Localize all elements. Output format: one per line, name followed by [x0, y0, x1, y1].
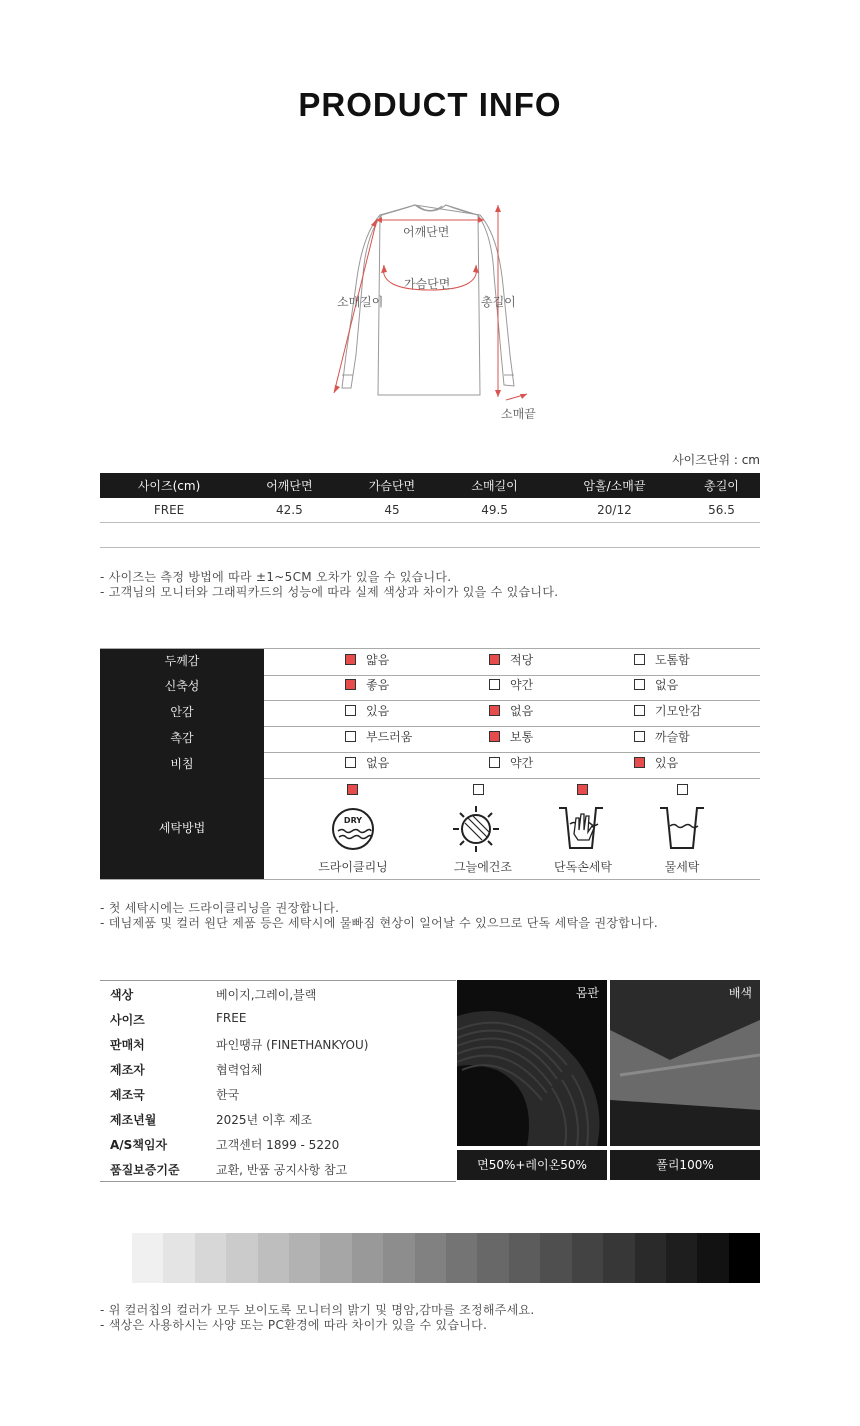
color-chip — [635, 1233, 666, 1283]
checkbox-unchecked — [489, 757, 500, 768]
checkbox-checked — [489, 731, 500, 742]
knit-texture-image — [457, 980, 607, 1146]
checkbox-unchecked — [473, 784, 484, 795]
hand-wash-icon — [556, 804, 606, 854]
page-title: PRODUCT INFO — [298, 86, 562, 123]
attribute-option: 부드러움 — [345, 731, 412, 745]
col-header: 어깨단면 — [238, 473, 341, 498]
arrow-head — [495, 390, 501, 397]
color-chip — [195, 1233, 226, 1283]
color-chip — [572, 1233, 603, 1283]
info-value: 베이지,그레이,블랙 — [216, 988, 317, 1002]
attribute-name: 안감 — [100, 700, 264, 726]
color-chip — [603, 1233, 634, 1283]
info-key: 제조자 — [110, 1063, 145, 1077]
arrow-head — [495, 205, 501, 212]
info-value: FREE — [216, 1011, 247, 1025]
color-chip — [540, 1233, 571, 1283]
col-header: 소매길이 — [443, 473, 546, 498]
size-table-header — [100, 473, 760, 498]
checkbox-checked — [345, 654, 356, 665]
label-length: 총길이 — [481, 295, 516, 309]
wash-note: - 데님제품 및 컬러 원단 제품 등은 세탁시에 물빠짐 현상이 일어날 수 있으므로 단독 세탁을 권장합니다. — [100, 916, 659, 930]
attribute-name: 두께감 — [100, 649, 264, 675]
color-chip — [132, 1233, 163, 1283]
washing-label: 세탁방법 — [100, 778, 264, 879]
checkbox-unchecked — [677, 784, 688, 795]
attribute-row — [100, 726, 760, 753]
col-header: 가슴단면 — [341, 473, 444, 498]
color-chip — [729, 1233, 760, 1283]
attribute-name: 신축성 — [100, 674, 264, 700]
color-chip — [163, 1233, 194, 1283]
col-header: 사이즈(cm) — [100, 473, 238, 498]
label-shoulder: 어깨단면 — [403, 225, 450, 239]
table-cell: 56.5 — [683, 498, 760, 523]
attribute-option: 얇음 — [345, 654, 389, 668]
color-chip — [477, 1233, 508, 1283]
table-cell: FREE — [100, 498, 238, 523]
info-key: 제조국 — [110, 1088, 145, 1102]
arrow-head — [478, 217, 484, 223]
fabric-swatch-body — [457, 980, 607, 1146]
checkbox-checked — [489, 654, 500, 665]
info-value: 협력업체 — [216, 1063, 263, 1077]
col-header: 총길이 — [683, 473, 760, 498]
checkbox-unchecked — [634, 705, 645, 716]
checkbox-checked — [634, 757, 645, 768]
info-key: 사이즈 — [110, 1013, 145, 1027]
arrow-head — [381, 265, 387, 273]
attribute-row — [100, 700, 760, 727]
attribute-option: 적당 — [489, 654, 533, 668]
color-chip — [383, 1233, 414, 1283]
fabric-composition: 면50%+레이온50% — [457, 1150, 607, 1180]
info-value: 고객센터 1899 - 5220 — [216, 1138, 340, 1152]
table-row-empty — [100, 523, 760, 548]
color-chip — [226, 1233, 257, 1283]
attribute-row — [100, 752, 760, 779]
label-sleeve: 소매길이 — [337, 295, 384, 309]
checkbox-unchecked — [489, 679, 500, 690]
color-chip — [289, 1233, 320, 1283]
color-note: - 위 컬러칩의 컬러가 모두 보이도록 모니터의 밝기 및 명암,감마를 조정해주세요. — [100, 1303, 535, 1317]
info-key: 제조년월 — [110, 1113, 157, 1127]
info-value: 파인땡큐 (FINETHANKYOU) — [216, 1038, 369, 1052]
shade-dry-icon — [451, 804, 501, 854]
svg-text:DRY: DRY — [343, 816, 363, 825]
attribute-option: 없음 — [345, 757, 389, 771]
wash-option-label: 그늘에건조 — [454, 860, 512, 874]
size-note: - 고객님의 모니터와 그래픽카드의 성능에 따라 실제 색상과 차이가 있을 수 있습니다. — [100, 585, 559, 599]
fabric-label: 몸판 — [575, 986, 599, 1000]
attribute-option: 약간 — [489, 679, 533, 693]
label-chest: 가슴단면 — [404, 277, 451, 291]
color-chip — [258, 1233, 289, 1283]
checkbox-unchecked — [634, 654, 645, 665]
attribute-option: 없음 — [634, 679, 678, 693]
attribute-option: 약간 — [489, 757, 533, 771]
checkbox-checked — [489, 705, 500, 716]
washing-row — [100, 778, 760, 880]
wash-option-label: 드라이클리닝 — [318, 860, 388, 874]
checkbox-unchecked — [634, 679, 645, 690]
attribute-option: 보통 — [489, 731, 533, 745]
checkbox-checked — [345, 679, 356, 690]
table-row — [100, 498, 760, 523]
attribute-row — [100, 674, 760, 701]
color-chip — [666, 1233, 697, 1283]
checkbox-unchecked — [345, 705, 356, 716]
attribute-name: 촉감 — [100, 726, 264, 752]
attribute-option: 있음 — [345, 705, 389, 719]
dry-clean-icon — [328, 804, 378, 854]
color-chip-strip — [132, 1233, 760, 1283]
fabric-texture-image — [610, 980, 760, 1146]
attribute-option: 도톰함 — [634, 654, 690, 668]
info-value: 2025년 이후 제조 — [216, 1113, 313, 1127]
attribute-option: 없음 — [489, 705, 533, 719]
color-chip — [352, 1233, 383, 1283]
info-value: 한국 — [216, 1088, 240, 1102]
attribute-option: 기모안감 — [634, 705, 701, 719]
wash-note: - 첫 세탁시에는 드라이클리닝을 권장합니다. — [100, 901, 340, 915]
table-cell: 20/12 — [546, 498, 683, 523]
checkbox-checked — [347, 784, 358, 795]
arrow-head — [520, 394, 527, 399]
info-key: 색상 — [110, 988, 134, 1002]
product-info-table — [100, 980, 456, 1182]
info-value: 교환, 반품 공지사항 참고 — [216, 1163, 348, 1177]
wash-option-water-wash — [627, 778, 737, 878]
size-note: - 사이즈는 측정 방법에 따라 ±1~5CM 오차가 있을 수 있습니다. — [100, 570, 452, 584]
arrow-head — [334, 385, 340, 393]
color-chip — [415, 1233, 446, 1283]
wash-option-hand-wash — [528, 778, 638, 878]
checkbox-checked — [577, 784, 588, 795]
wash-option-dry-clean — [298, 778, 408, 878]
wash-option-label: 물세탁 — [664, 860, 700, 874]
color-chip — [697, 1233, 728, 1283]
table-cell: 42.5 — [238, 498, 341, 523]
color-chip — [446, 1233, 477, 1283]
attribute-option: 좋음 — [345, 679, 389, 693]
attribute-row — [100, 648, 760, 676]
size-unit: 사이즈단위 : cm — [672, 453, 760, 467]
label-cuff: 소매끝 — [501, 407, 536, 421]
color-chip — [320, 1233, 351, 1283]
attribute-option: 있음 — [634, 757, 678, 771]
info-key: 판매처 — [110, 1038, 145, 1052]
table-cell: 49.5 — [443, 498, 546, 523]
color-chip — [509, 1233, 540, 1283]
fabric-swatch-contrast — [610, 980, 760, 1146]
table-cell: 45 — [341, 498, 444, 523]
info-key: A/S책임자 — [110, 1138, 168, 1152]
checkbox-unchecked — [345, 757, 356, 768]
attribute-option: 까슬함 — [634, 731, 690, 745]
wash-option-label: 단독손세탁 — [554, 860, 612, 874]
color-note: - 색상은 사용하시는 사양 또는 PC환경에 따라 차이가 있을 수 있습니다. — [100, 1318, 488, 1332]
checkbox-unchecked — [345, 731, 356, 742]
water-wash-icon — [657, 804, 707, 854]
fabric-composition: 폴리100% — [610, 1150, 760, 1180]
checkbox-unchecked — [634, 731, 645, 742]
wash-option-shade-dry — [418, 778, 528, 878]
attribute-name: 비침 — [100, 752, 264, 778]
info-key: 품질보증기준 — [110, 1163, 180, 1177]
fabric-label: 배색 — [728, 986, 752, 1000]
col-header: 암홀/소매끝 — [546, 473, 683, 498]
size-table — [100, 473, 760, 548]
